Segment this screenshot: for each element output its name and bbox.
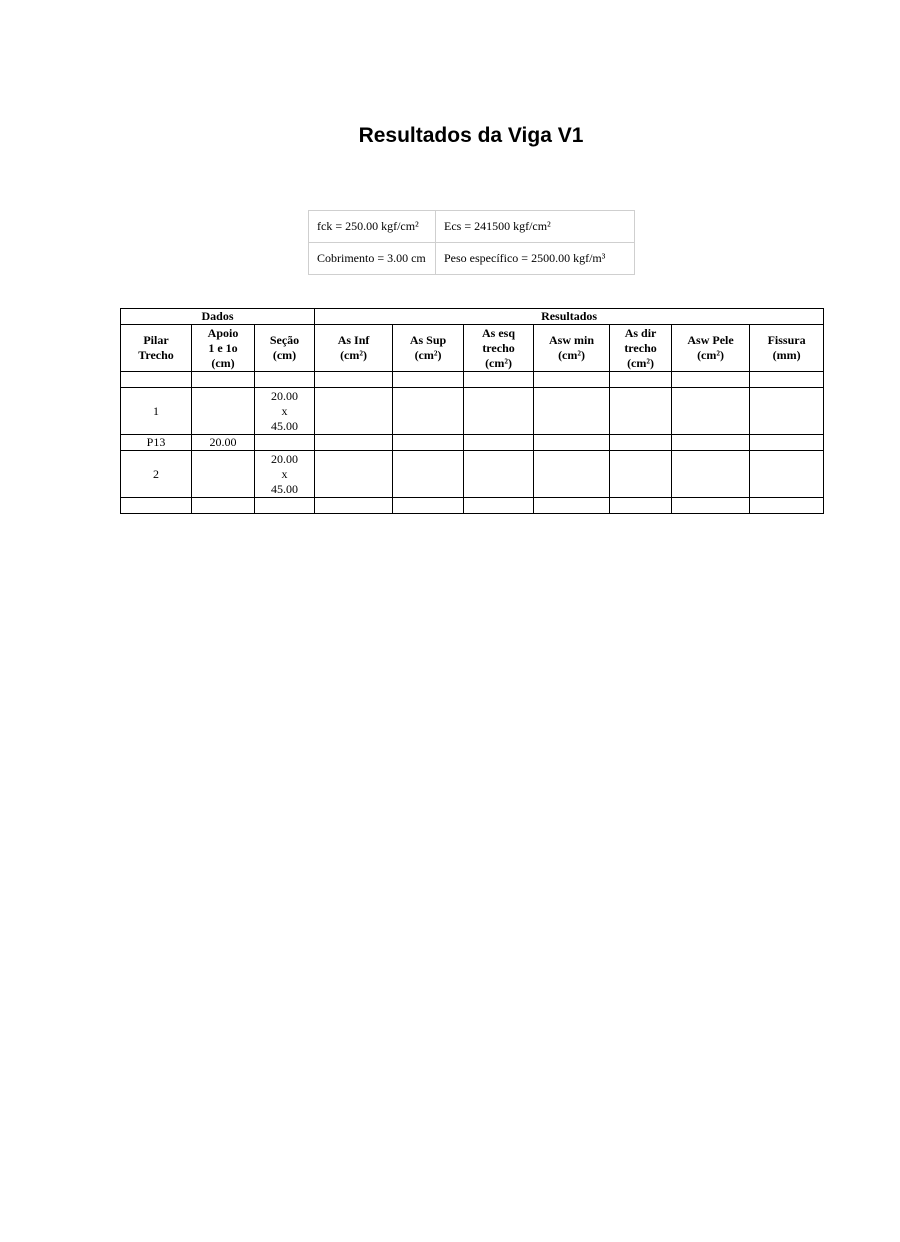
header-line: Asw min (549, 333, 595, 347)
header-line: Seção (269, 333, 300, 347)
header-line: Asw Pele (687, 333, 734, 347)
header-line: As Sup (409, 333, 447, 347)
table-cell (610, 451, 672, 498)
table-cell (315, 388, 393, 435)
header-line: trecho (624, 340, 657, 355)
table-cell (672, 435, 750, 451)
table-cell (255, 451, 315, 498)
table-cell (750, 498, 824, 514)
table-cell (393, 388, 464, 435)
table-cell (464, 451, 534, 498)
parameters-row (309, 243, 635, 275)
table-cell (672, 372, 750, 388)
group-header-dados: Dados (121, 309, 315, 325)
header-line: (cm²) (697, 348, 724, 362)
table-cell: P13 (121, 435, 192, 451)
header-line: Fissura (767, 333, 806, 347)
cell-line: 45.00 (271, 481, 299, 496)
table-cell (750, 451, 824, 498)
header-line: (cm) (272, 348, 297, 362)
group-header-resultados: Resultados (315, 309, 824, 325)
cell-line: 45.00 (271, 418, 299, 433)
header-line: Apoio (207, 325, 239, 340)
table-cell (192, 372, 255, 388)
header-line: Pilar (143, 333, 169, 347)
col-as-esq-trecho-header (464, 325, 534, 372)
header-line: Trecho (138, 348, 174, 362)
header-line: (cm²) (340, 348, 367, 362)
cell-line: 20.00 (271, 451, 299, 466)
table-cell (610, 372, 672, 388)
table-cell (464, 435, 534, 451)
table-cell (121, 372, 192, 388)
param-cobrimento: Cobrimento = 3.00 cm (309, 243, 436, 275)
table-cell (315, 451, 393, 498)
header-line: As Inf (337, 333, 370, 347)
table-cell (672, 388, 750, 435)
col-fissura-header (750, 325, 824, 372)
table-cell (750, 372, 824, 388)
cell-line: x (281, 403, 288, 418)
col-as-inf-header (315, 325, 393, 372)
table-cell (464, 498, 534, 514)
table-cell: 2 (121, 451, 192, 498)
table-cell (255, 388, 315, 435)
col-asw-pele-header (672, 325, 750, 372)
table-cell (255, 372, 315, 388)
table-cell (393, 451, 464, 498)
header-line: (cm) (211, 355, 235, 370)
table-cell: 1 (121, 388, 192, 435)
col-pilar-trecho-header (121, 325, 192, 372)
group-header-row (121, 309, 824, 325)
table-row (121, 498, 824, 514)
table-cell (610, 435, 672, 451)
header-line: 1 e 1o (208, 340, 238, 355)
table-cell (672, 451, 750, 498)
table-row (121, 451, 824, 498)
table-cell (610, 388, 672, 435)
table-row (121, 435, 824, 451)
cell-line: x (281, 466, 288, 481)
param-peso-especifico: Peso específico = 2500.00 kgf/m³ (436, 243, 635, 275)
table-cell (534, 372, 610, 388)
table-row (121, 372, 824, 388)
table-cell (750, 388, 824, 435)
table-cell (255, 498, 315, 514)
column-header-row (121, 325, 824, 372)
table-cell (464, 388, 534, 435)
col-asw-min-header (534, 325, 610, 372)
param-fck: fck = 250.00 kgf/cm² (309, 211, 436, 243)
table-cell (534, 388, 610, 435)
table-cell (255, 435, 315, 451)
col-as-sup-header (393, 325, 464, 372)
results-body (121, 372, 824, 514)
header-line: (cm²) (627, 355, 654, 370)
table-cell (192, 451, 255, 498)
header-line: (mm) (772, 348, 801, 362)
table-cell (315, 498, 393, 514)
col-apoio-header (192, 325, 255, 372)
col-secao-header (255, 325, 315, 372)
table-cell (534, 435, 610, 451)
table-row (121, 388, 824, 435)
header-line: As dir (624, 325, 657, 340)
header-line: trecho (482, 340, 515, 355)
table-cell (534, 451, 610, 498)
table-cell (192, 498, 255, 514)
table-cell (464, 372, 534, 388)
header-line: (cm²) (414, 348, 442, 362)
table-cell (393, 372, 464, 388)
parameters-row (309, 211, 635, 243)
header-line: (cm²) (558, 348, 585, 362)
table-cell (393, 435, 464, 451)
table-cell (393, 498, 464, 514)
table-cell (192, 388, 255, 435)
col-as-dir-trecho-header (610, 325, 672, 372)
header-line: As esq (482, 325, 516, 340)
table-cell (534, 498, 610, 514)
cell-line: 20.00 (271, 388, 299, 403)
table-cell (672, 498, 750, 514)
results-table (120, 308, 824, 514)
table-cell (315, 372, 393, 388)
param-ecs: Ecs = 241500 kgf/cm² (436, 211, 635, 243)
page-title: Resultados da Viga V1 (358, 124, 584, 147)
table-cell (315, 435, 393, 451)
header-line: (cm²) (485, 355, 512, 370)
table-cell: 20.00 (192, 435, 255, 451)
table-cell (121, 498, 192, 514)
table-cell (610, 498, 672, 514)
table-cell (750, 435, 824, 451)
parameters-table (308, 210, 635, 275)
